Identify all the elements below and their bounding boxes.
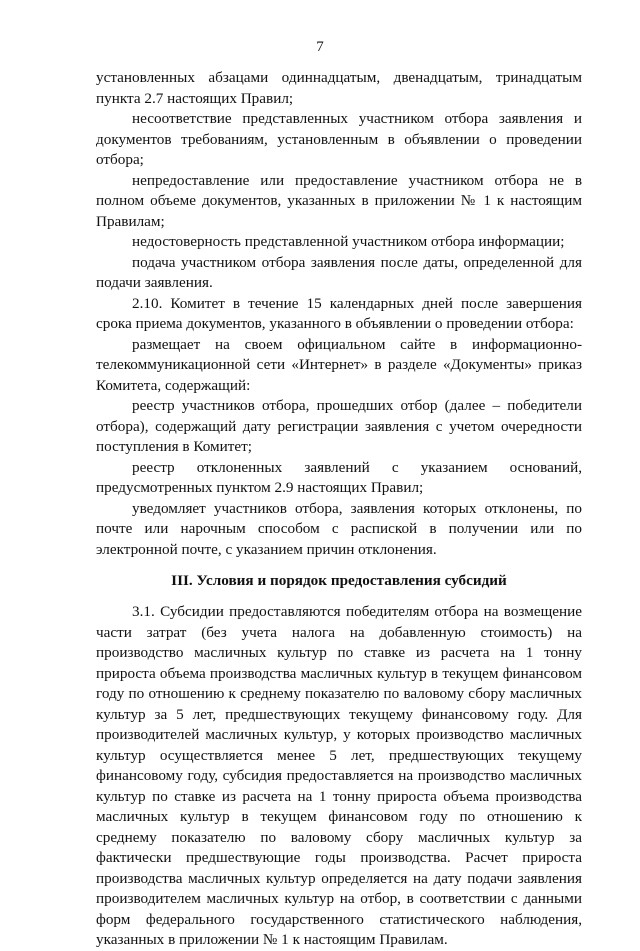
paragraph: 3.1. Субсидии предоставляются победителям отбора на возмещение части затрат (без учета налога на добавленную стоимость) на производство масличных культур по ставке из расчета на 1 тонну прироста объема производства масличных культур в текущем финансовом году по отношению к среднему показателю по валовому сбору масличных культур за 5 лет, предшествующих текущему финансовому году. Для производителей масличных культур, у которых производство масличных культур осуществляется менее 5 лет, предшествующих текущему финансовому году, субсидия предоставляется на производство масличных культур по ставке из расчета на 1 тонну прироста объема производства масличных культур в текущем финансовом году по отношению к среднему показателю по валовому сбору масличных культур за фактически предшествующие годы производства. Расчет прироста производства масличных культур определяется на дату подачи заявления производителем масличных культур на отбор, в соответствии с данными форм федерального государственного статистического наблюдения, указанных в приложении № 1 к настоящим Правилам.	[96, 603, 582, 948]
paragraph: непредоставление или предоставление участником отбора не в полном объеме документов, указанных в приложении № 1 к настоящим Правилам;	[96, 171, 582, 230]
paragraph: реестр отклоненных заявлений с указанием оснований, предусмотренных пунктом 2.9 настоящих Правил;	[96, 458, 582, 496]
paragraph: размещает на своем официальном сайте в информационно-телекоммуникационной сети «Интернет» в разделе «Документы» приказ Комитета, содержащий:	[96, 335, 582, 394]
paragraph: уведомляет участников отбора, заявления которых отклонены, по почте или нарочным способом с распиской в получении или по электронной почте, с указанием причин отклонения.	[96, 499, 582, 558]
paragraph: 2.10. Комитет в течение 15 календарных дней после завершения срока приема документов, указанного в объявлении о проведении отбора:	[96, 294, 582, 332]
section-heading: III. Условия и порядок предоставления субсидий	[171, 572, 507, 589]
paragraphs-before-heading	[96, 68, 582, 560]
paragraph: установленных абзацами одиннадцатым, двенадцатым, тринадцатым пункта 2.7 настоящих Правил;	[96, 69, 582, 107]
document-body	[96, 68, 582, 951]
paragraph: подача участником отбора заявления после даты, определенной для подачи заявления.	[96, 253, 582, 291]
page-number: 7	[316, 39, 324, 55]
paragraph: недостоверность представленной участником отбора информации;	[132, 233, 565, 250]
paragraph: несоответствие представленных участником отбора заявления и документов требованиям, установленным в объявлении о проведении отбора;	[96, 110, 582, 168]
paragraphs-after-heading	[96, 602, 582, 951]
paragraph: реестр участников отбора, прошедших отбор (далее – победители отбора), содержащий дату регистрации заявления с учетом очередности поступления в Комитет;	[96, 397, 582, 455]
